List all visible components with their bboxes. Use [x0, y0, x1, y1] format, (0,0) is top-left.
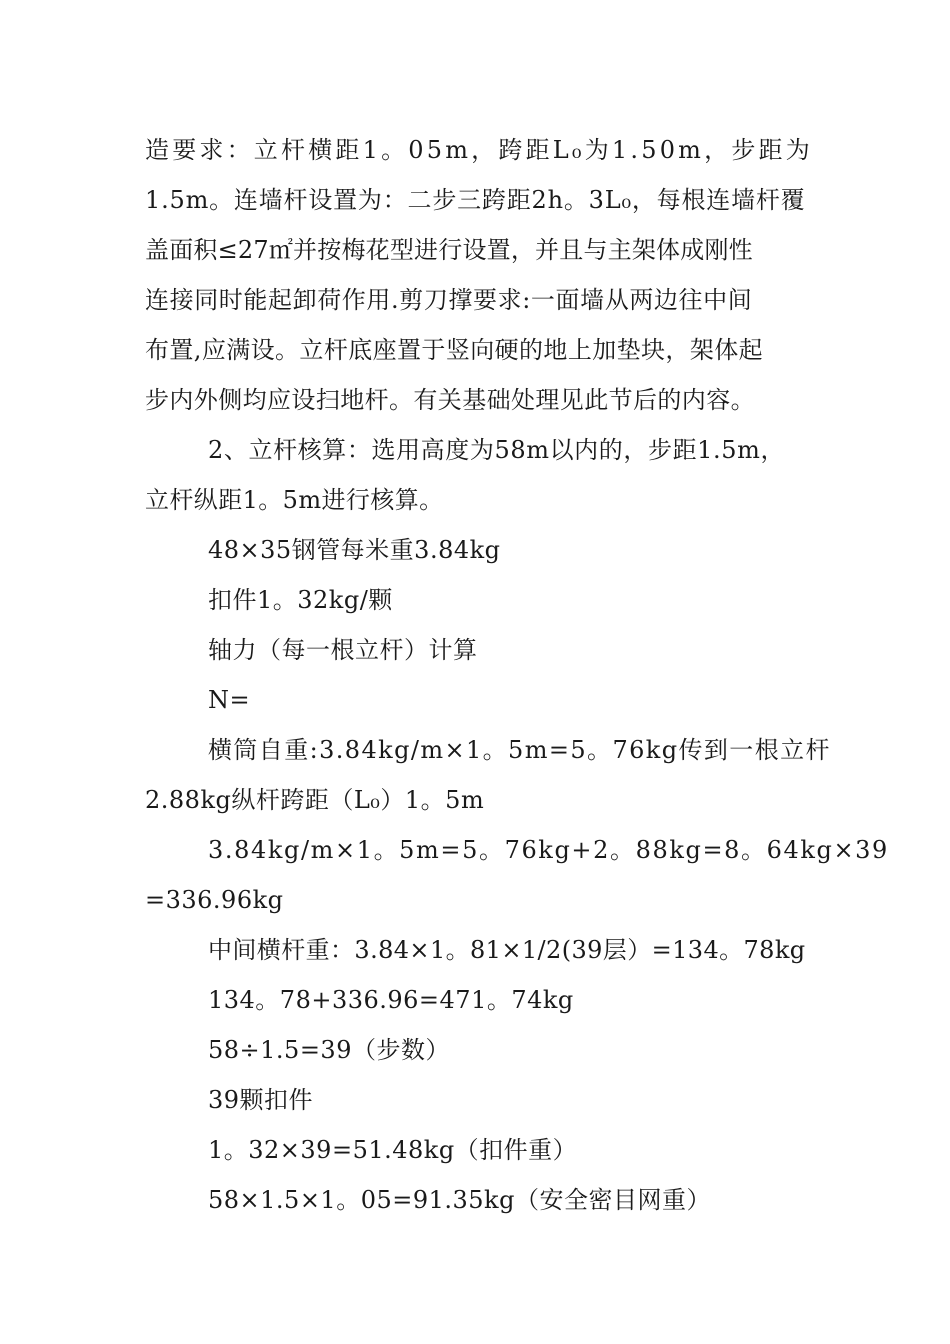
- text-line: 58÷1.5=39（步数）: [208, 1036, 450, 1064]
- text-line: 58×1.5×1。05=91.35kg（安全密目网重）: [208, 1186, 711, 1214]
- text-line: 2、立杆核算：选用高度为58m以内的，步距1.5m，: [208, 436, 786, 464]
- text-line: 横筒自重:3.84kg/m×1。5m=5。76kg传到一根立杆: [208, 736, 831, 764]
- text-line: 轴力（每一根立杆）计算: [208, 636, 478, 664]
- text-line: 134。78+336.96=471。74kg: [208, 986, 574, 1014]
- text-line: 中间横杆重：3.84×1。81×1/2(39层）=134。78kg: [208, 936, 806, 964]
- text-line: 盖面积≤27㎡并按梅花型进行设置，并且与主架体成刚性: [145, 236, 753, 264]
- text-line: 造要求：立杆横距1。05m，跨距L₀为1.50m，步距为: [145, 136, 813, 164]
- text-line: 1。32×39=51.48kg（扣件重）: [208, 1136, 578, 1164]
- text-line: 布置,应满设。立杆底座置于竖向硬的地上加垫块，架体起: [145, 336, 764, 364]
- text-line: 48×35钢管每米重3.84kg: [208, 536, 501, 564]
- text-line: 1.5m。连墙杆设置为：二步三跨距2h。3L₀，每根连墙杆覆: [145, 186, 806, 214]
- text-line: N=: [208, 686, 251, 714]
- text-line: 扣件1。32kg/颗: [208, 586, 393, 614]
- text-line: 2.88kg纵杆跨距（L₀）1。5m: [145, 786, 485, 814]
- text-line: 步内外侧均应设扫地杆。有关基础处理见此节后的内容。: [145, 386, 755, 414]
- text-line: 连接同时能起卸荷作用.剪刀撑要求:一面墙从两边往中间: [145, 286, 753, 314]
- text-line: 立杆纵距1。5m进行核算。: [145, 486, 444, 514]
- text-line: 39颗扣件: [208, 1086, 314, 1114]
- text-line: =336.96kg: [145, 886, 284, 914]
- text-line: 3.84kg/m×1。5m=5。76kg+2。88kg=8。64kg×39: [208, 836, 889, 864]
